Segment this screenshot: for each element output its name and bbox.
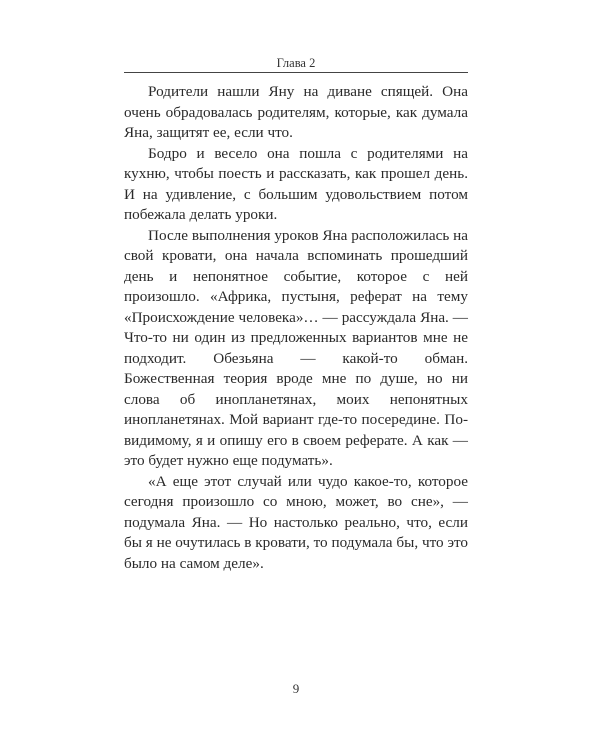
paragraph: «А еще этот случай или чудо какое-то, которое сегодня произошло со мною, может, во сне», — подумала Яна. — Но настолько реально, что, если бы я не очутилась в кровати, то подумала бы, что это было на самом деле». (124, 472, 468, 572)
header-divider (124, 72, 468, 73)
running-header: Глава 2 (276, 56, 316, 70)
body-text (124, 82, 468, 574)
paragraph: После выполнения уроков Яна расположилась на свой кровати, она начала вспоминать прошедший день и непонятное событие, которое с ней произошло. «Африка, пустыня, реферат на тему «Происхождение человека»… — рассуждала Яна. — Что-то ни один из предложенных вариантов мне не подходит. Обезьяна — какой-то обман. Божественная теория вроде мне по душе, но ни слова об инопланетянах, моих непонятных инопланетянах. Мой вариант где-то посередине. По-видимому, я и опишу его в своем реферате. А как — это будет нужно еще подумать». (124, 226, 468, 469)
paragraph: Бодро и весело она пошла с родителями на кухню, чтобы поесть и рассказать, как прошел день. И на удивление, с большим удовольствием потом побежала делать уроки. (124, 144, 468, 223)
page-number: 9 (292, 681, 300, 696)
paragraph: Родители нашли Яну на диване спящей. Она очень обрадовалась родителям, которые, как думала Яна, защитят ее, если что. (124, 83, 468, 141)
